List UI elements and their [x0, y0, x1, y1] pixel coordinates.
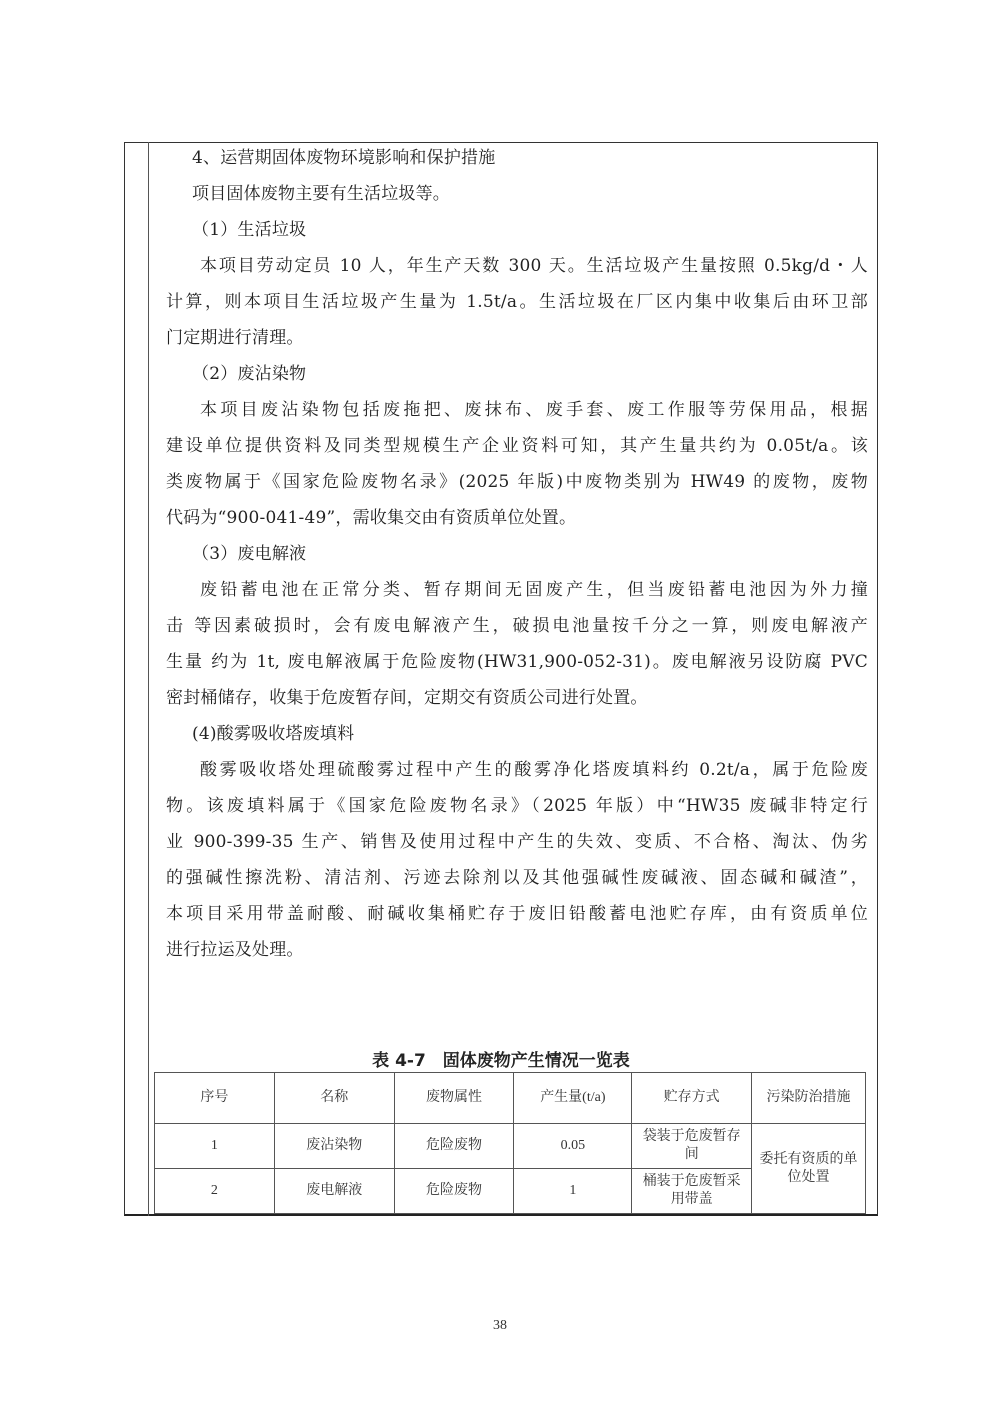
- table-cell: 废沾染物: [274, 1124, 394, 1169]
- paragraph-line: 本项目劳动定员 10 人，年生产天数 300 天。生活垃圾产生量按照 0.5kg/d・人: [200, 256, 868, 276]
- paragraph-line: 击 等因素破损时，会有废电解液产生，破损电池量按千分之一算，则废电解液产: [166, 616, 868, 636]
- header-cell: 贮存方式: [632, 1073, 752, 1124]
- intro-paragraph: 项目固体废物主要有生活垃圾等。: [192, 184, 450, 204]
- paragraph-line: 生量 约为 1t, 废电解液属于危险废物(HW31,900-052-31)。废电解液另设防腐 PVC: [166, 652, 868, 672]
- paragraph-line: 业 900-399-35 生产、销售及使用过程中产生的失效、变质、不合格、淘汰、伪劣: [166, 832, 868, 852]
- paragraph-line: 代码为“900-041-49”，需收集交由有资质单位处置。: [166, 508, 577, 528]
- table-cell: 0.05: [514, 1124, 632, 1169]
- header-cell: 产生量(t/a): [514, 1073, 632, 1124]
- paragraph-line: 本项目采用带盖耐酸、耐碱收集桶贮存于废旧铅酸蓄电池贮存库，由有资质单位: [166, 904, 868, 924]
- paragraph-line: 密封桶储存，收集于危废暂存间，定期交有资质公司进行处置。: [166, 688, 648, 708]
- table-cell: 危险废物: [394, 1124, 514, 1169]
- paragraph-line: 门定期进行清理。: [166, 328, 304, 348]
- subsection-title-3: （3）废电解液: [192, 544, 307, 564]
- header-cell: 序号: [155, 1073, 275, 1124]
- table-cell: 废电解液: [274, 1169, 394, 1214]
- paragraph-line: 酸雾吸收塔处理硫酸雾过程中产生的酸雾净化塔废填料约 0.2t/a，属于危险废: [200, 760, 868, 780]
- header-cell: 污染防治措施: [752, 1073, 866, 1124]
- table-header-row: [155, 1073, 866, 1124]
- section-title: 4、运营期固体废物环境影响和保护措施: [192, 148, 496, 168]
- table-cell: 1: [155, 1124, 275, 1169]
- header-cell: 名称: [274, 1073, 394, 1124]
- merged-measure-cell: 委托有资质的单位处置: [752, 1124, 866, 1214]
- subsection-title-2: （2）废沾染物: [192, 364, 307, 384]
- table-caption: 表 4-7 固体废物产生情况一览表: [372, 1051, 630, 1071]
- body-text: [166, 140, 868, 968]
- subsection-title-4: (4)酸雾吸收塔废填料: [192, 724, 355, 744]
- table-cell: 2: [155, 1169, 275, 1214]
- page-number: 38: [493, 1318, 507, 1333]
- solid-waste-table: [154, 1072, 866, 1214]
- table-cell: 桶装于危废暂采用带盖: [632, 1169, 752, 1214]
- table-cell: 1: [514, 1169, 632, 1214]
- paragraph-line: 建设单位提供资料及同类型规模生产企业资料可知，其产生量共约为 0.05t/a。该: [166, 436, 868, 456]
- paragraph-line: 物。该废填料属于《国家危险废物名录》（2025 年版）中“HW35 废碱非特定行: [166, 796, 868, 816]
- table-cell: 袋装于危废暂存间: [632, 1124, 752, 1169]
- header-cell: 废物属性: [394, 1073, 514, 1124]
- table-cell: 危险废物: [394, 1169, 514, 1214]
- paragraph-line: 计算，则本项目生活垃圾产生量为 1.5t/a。生活垃圾在厂区内集中收集后由环卫部: [166, 292, 868, 312]
- subsection-title-1: （1）生活垃圾: [192, 220, 307, 240]
- paragraph-line: 废铅蓄电池在正常分类、暂存期间无固废产生，但当废铅蓄电池因为外力撞: [200, 580, 868, 600]
- paragraph-line: 进行拉运及处理。: [166, 940, 304, 960]
- paragraph-line: 本项目废沾染物包括废拖把、废抹布、废手套、废工作服等劳保用品，根据: [200, 400, 868, 420]
- paragraph-line: 类废物属于《国家危险废物名录》(2025 年版)中废物类别为 HW49 的废物，废物: [166, 472, 868, 492]
- table-row: [155, 1124, 866, 1169]
- paragraph-line: 的强碱性擦洗粉、清洁剂、污迹去除剂以及其他强碱性废碱液、固态碱和碱渣”，: [166, 868, 868, 888]
